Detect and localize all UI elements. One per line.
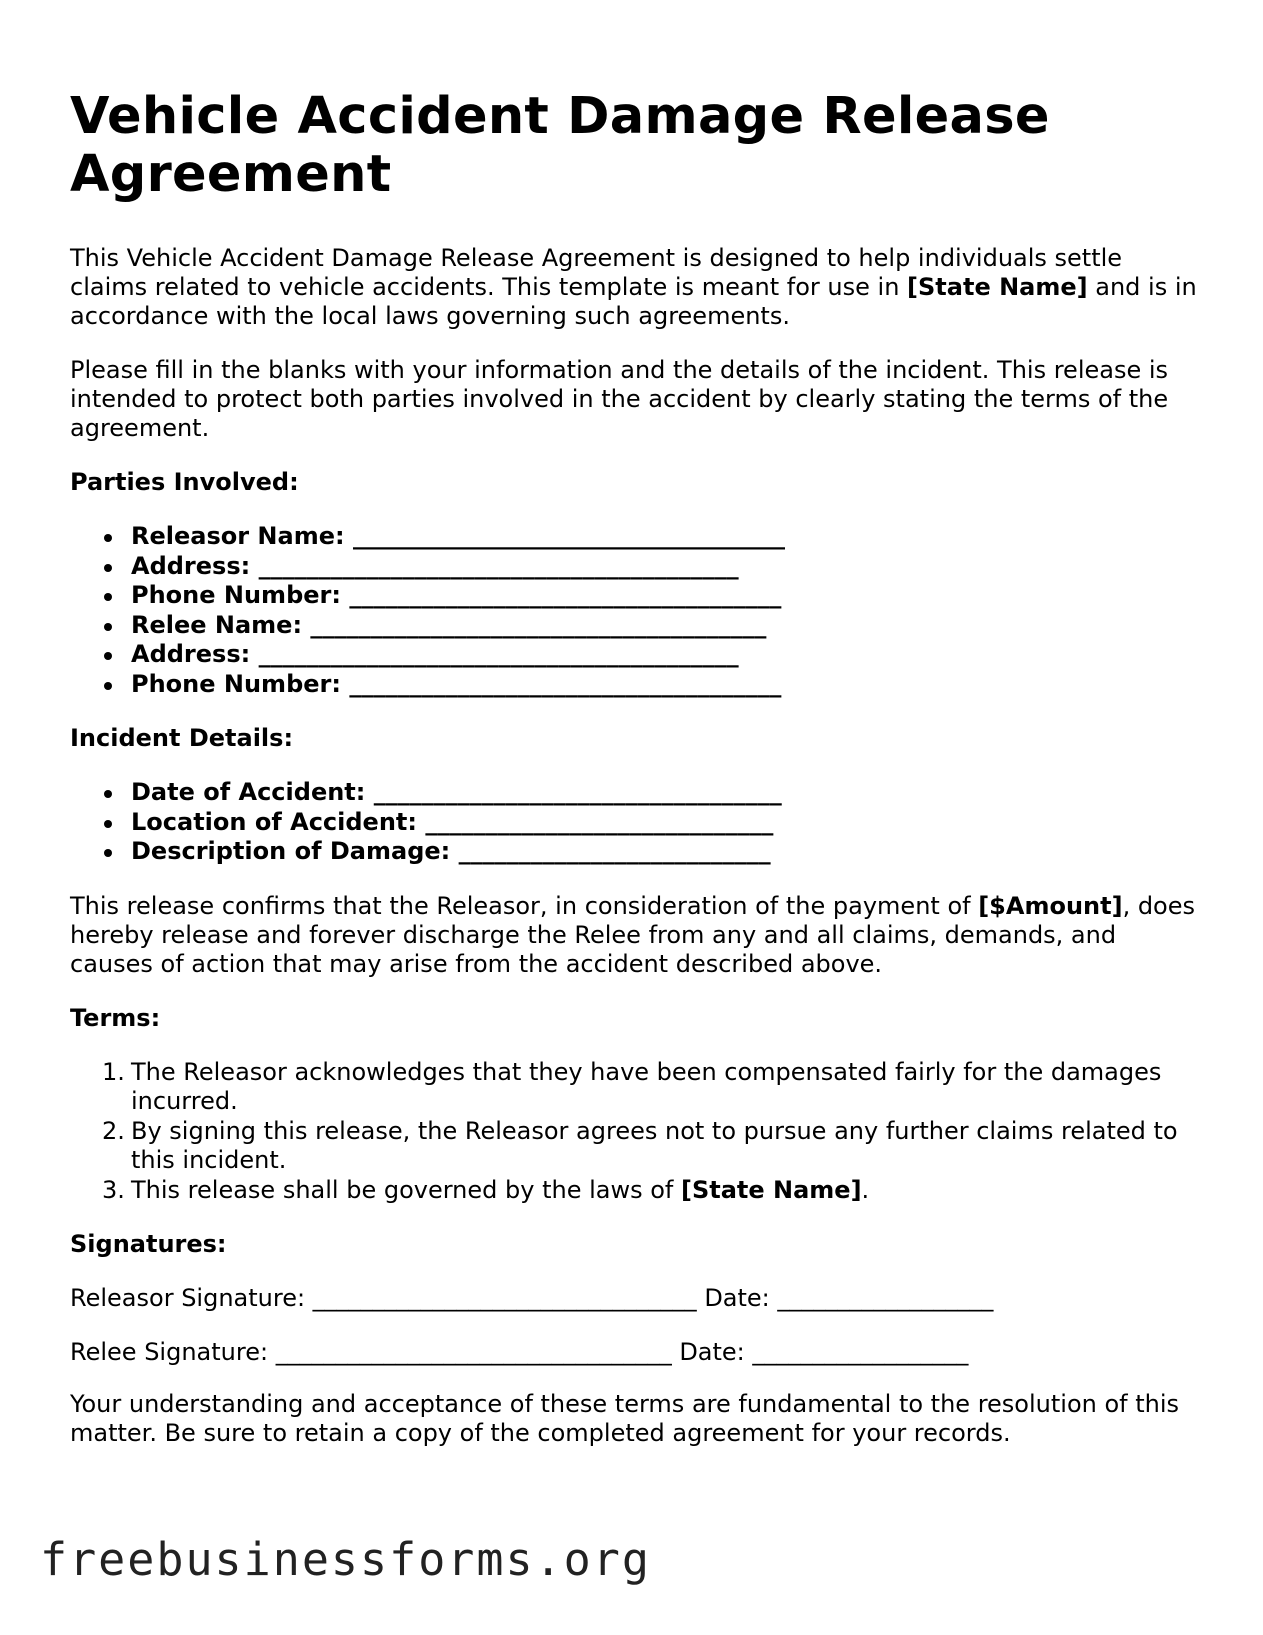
incident-heading: Incident Details: bbox=[70, 724, 294, 752]
releasor-address-blank[interactable]: ________________________________________ bbox=[258, 551, 739, 580]
terms-list bbox=[70, 1058, 1200, 1206]
list-item bbox=[70, 1176, 1200, 1206]
list-item bbox=[70, 640, 1200, 670]
relee-signature-line[interactable] bbox=[70, 1338, 1200, 1367]
list-item bbox=[70, 670, 1200, 700]
list-item bbox=[70, 522, 1200, 552]
amount-placeholder: [$Amount] bbox=[978, 891, 1123, 920]
accident-location-blank[interactable]: _____________________________ bbox=[425, 807, 774, 836]
field-label-releasor-address: Address: bbox=[131, 551, 251, 580]
release-paragraph bbox=[70, 892, 1200, 979]
field-label-accident-location: Location of Accident: bbox=[131, 807, 417, 836]
releasor-signature-line[interactable] bbox=[70, 1284, 1200, 1313]
list-item bbox=[70, 1117, 1200, 1176]
document-page bbox=[70, 88, 1200, 1448]
term-text: . bbox=[861, 1175, 870, 1204]
releasor-signature-text: Releasor Signature: ________________________________ Date: __________________ bbox=[70, 1284, 994, 1312]
list-item bbox=[70, 552, 1200, 582]
term-text: By signing this release, the Releasor agrees not to pursue any further claims related to this incident. bbox=[131, 1116, 1178, 1174]
list-item bbox=[70, 581, 1200, 611]
releasor-phone-blank[interactable]: ____________________________________ bbox=[349, 581, 782, 609]
field-label-releasor-phone: Phone Number: bbox=[131, 581, 341, 609]
closing-paragraph: Your understanding and acceptance of these terms are fundamental to the resolution of this matter. Be sure to retain a copy of the completed agreement for your records. bbox=[70, 1390, 1180, 1447]
intro-paragraph-2: Please fill in the blanks with your information and the details of the incident. This release is intended to protect both parties involved in the accident by clearly stating the terms of the agreement. bbox=[70, 356, 1169, 442]
incident-list bbox=[70, 778, 1200, 867]
list-item bbox=[70, 808, 1200, 838]
terms-heading: Terms: bbox=[70, 1003, 161, 1032]
term-number: 2. bbox=[102, 1116, 125, 1145]
list-item bbox=[70, 1058, 1200, 1117]
parties-list bbox=[70, 522, 1200, 699]
relee-phone-blank[interactable]: ____________________________________ bbox=[349, 669, 782, 698]
signatures-heading: Signatures: bbox=[70, 1230, 227, 1258]
list-item bbox=[70, 837, 1200, 867]
term-number: 3. bbox=[102, 1175, 125, 1204]
field-label-accident-date: Date of Accident: bbox=[131, 778, 366, 806]
list-item bbox=[70, 778, 1200, 808]
field-label-damage-description: Description of Damage: bbox=[131, 837, 451, 865]
release-text: This release confirms that the Releasor, in consideration of the payment of bbox=[70, 891, 979, 920]
term-number: 1. bbox=[102, 1057, 125, 1086]
accident-date-blank[interactable]: __________________________________ bbox=[373, 778, 782, 806]
damage-description-blank[interactable]: __________________________ bbox=[458, 837, 771, 865]
footer-watermark: freebusinessforms.org bbox=[40, 1533, 651, 1586]
intro-paragraph-1 bbox=[70, 244, 1200, 331]
list-item bbox=[70, 611, 1200, 641]
field-label-releasor-name: Releasor Name: bbox=[131, 522, 345, 550]
releasor-name-blank[interactable]: ____________________________________ bbox=[352, 522, 785, 550]
state-name-placeholder: [State Name] bbox=[680, 1175, 862, 1204]
parties-heading: Parties Involved: bbox=[70, 468, 299, 496]
intro-text: and is in accordance with the local laws governing such agreements. bbox=[70, 273, 1197, 330]
field-label-relee-address: Address: bbox=[131, 640, 251, 668]
relee-address-blank[interactable]: ________________________________________ bbox=[258, 640, 739, 668]
field-label-relee-name: Relee Name: bbox=[131, 610, 303, 639]
term-text: The Releasor acknowledges that they have been compensated fairly for the damages incurred. bbox=[131, 1057, 1162, 1115]
document-title: Vehicle Accident Damage Release Agreement bbox=[70, 87, 1050, 204]
release-text: , does hereby release and forever discharge the Relee from any and all claims, demands, and causes of action that may arise from the accident described above. bbox=[70, 891, 1196, 978]
relee-signature-text: Relee Signature: _________________________________ Date: __________________ bbox=[70, 1338, 969, 1366]
relee-name-blank[interactable]: ______________________________________ bbox=[310, 610, 767, 639]
term-text: This release shall be governed by the laws of bbox=[131, 1175, 681, 1204]
field-label-relee-phone: Phone Number: bbox=[131, 669, 341, 698]
intro-text: This Vehicle Accident Damage Release Agreement is designed to help individuals settle claims related to vehicle accidents. This template is meant for use in bbox=[70, 244, 1123, 301]
state-name-placeholder: [State Name] bbox=[907, 273, 1088, 301]
